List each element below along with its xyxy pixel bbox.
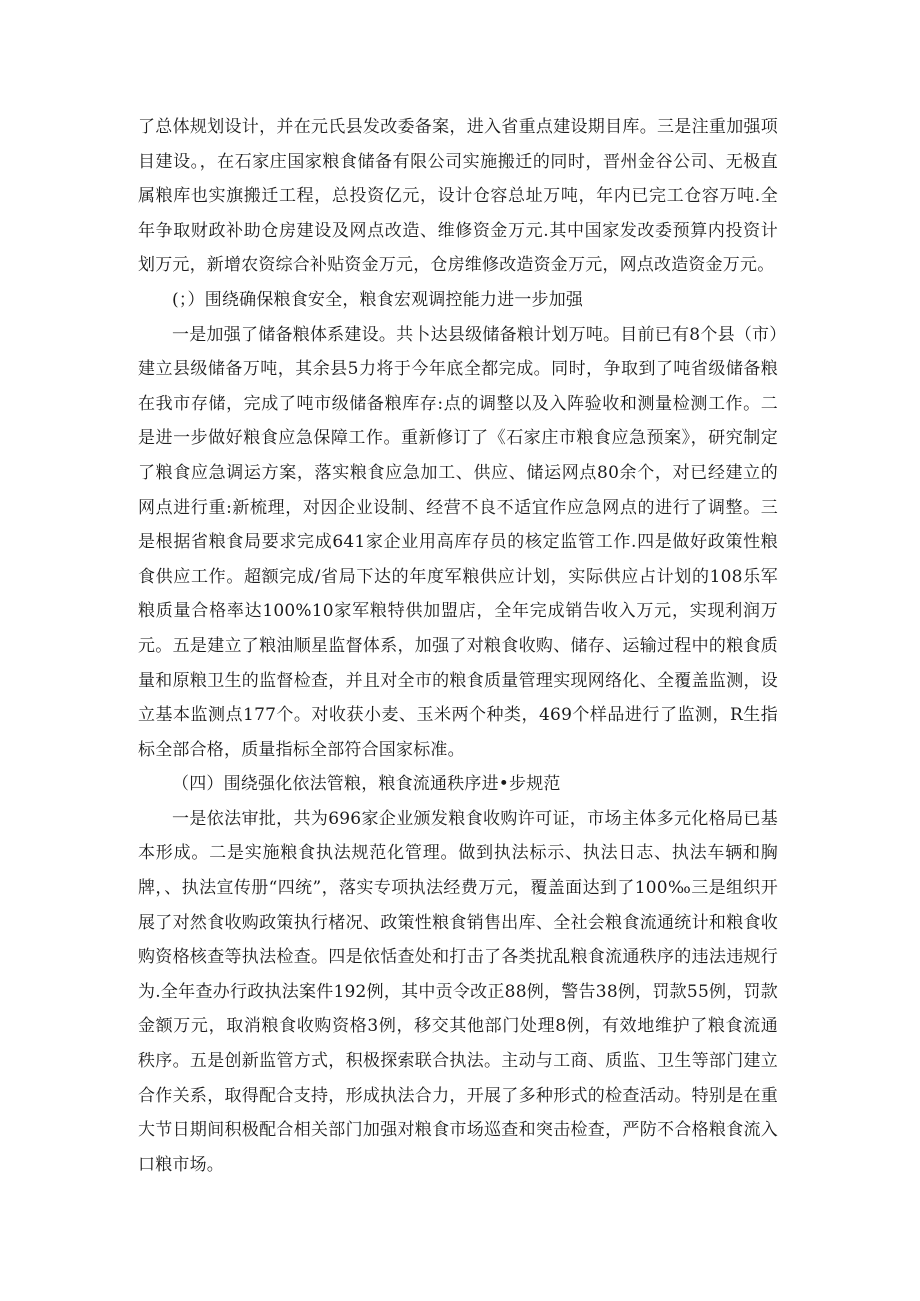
- paragraph-law-enforcement: 一是依法审批，共为696家企业颁发粮食收购许可证，市场主体多元化格局已基本形成。二是实施粮食执法规范化管理。做到执法标示、执法日志、执法车辆和胸牌，、执法宣传册“四统”，落实专项执法经费万元，覆盖面达到了100‰三是组织开展了对然食收购政策执行楮况、政策性粮食销售出库、全社会粮食流通统计和粮食收购资格核查等执法检查。四是依恬查处和打击了各类扰乱粮食流通秩序的违法违规行为.全年查办行政执法案件192例，其中贡令改正88例，警告38例，罚款55例，罚款金额万元，取消粮食收购资格3例，移交其他部门处理8例，有效地维护了粮食流通秩序。五是创新监管方式，积极探索联合执法。主动与工商、质监、卫生等部门建立合作关系，取得配合支持，形成执法合力，开展了多种形式的检查活动。特别是在重大节日期间积极配合相关部门加强对粮食市场巡查和突击检查，严防不合格粮食流入口粮市场。: [138, 808, 778, 1175]
- section-heading-law-enforcement: （四）围绕强化依法管粮，粮食流通秩序进•步规范: [172, 774, 561, 795]
- paragraph-project-construction: 了总体规划设计，并在元氏县发改委备案，进入省重点建设期目库。三是注重加强项目建设。，在石家庄国家粮食储备有限公司实施搬迁的同时，晋州金谷公司、无极直属粮库也实旗搬迁工程，总投资亿元，设计仓容总址万吨，年内已完工仓容万吨.全年争取财政补助仓房建设及网点改造、维修资金万元.其中国家发改委预算内投资计划万元，新增农资综合补贴资金万元，仓房维修改造资金万元，网点改造资金万元。: [138, 117, 778, 276]
- paragraph-reserve-system: 一是加强了储备粮体系建设。共卜达县级储备粮计划万吨。目前已有8个县（市）建立县级储备万吨，其余县5力将于今年底全都完成。同时，争取到了吨省级储备粮在我市存储，完成了吨市级储备粮库存:点的调整以及入阵验收和测量检测工作。二是进一步做好粮食应急保障工作。重新修订了《石家庄市粮食应急预案》，研究制定了粮食应急调运方案，落实粮食应急加工、供应、储运网点80余个，对已经建立的网点进行重:新梳理，对因企业设制、经营不良不适宜作应急网点的进行了调整。三是根据省粮食局要求完成641家企业用高库存员的核定监管工作.四是做好政策性粮食供应工作。超额完成/省局下达的年度军粮供应计划，实际供应占计划的108乐军粮质量合格率达100%10家军粮特供加盟店，全年完成销告收入万元，实现利润万元。五是建立了粮油顺星监督体系，加强了对粮食收购、储存、运输过程中的粮食质量和原粮卫生的监督检查，并且对全市的粮食质量管理实现网络化、全覆盖监测，设立基本监测点177个。对收获小麦、玉米两个种类，469个样品进行了监测，R生指标全部合格，质量指标全部符合国家标准。: [138, 324, 778, 760]
- document-body: [138, 110, 778, 1182]
- section-heading-grain-security: (；）围绕确保粮食安全，粮食宏观调控能力进一步加强: [172, 289, 584, 310]
